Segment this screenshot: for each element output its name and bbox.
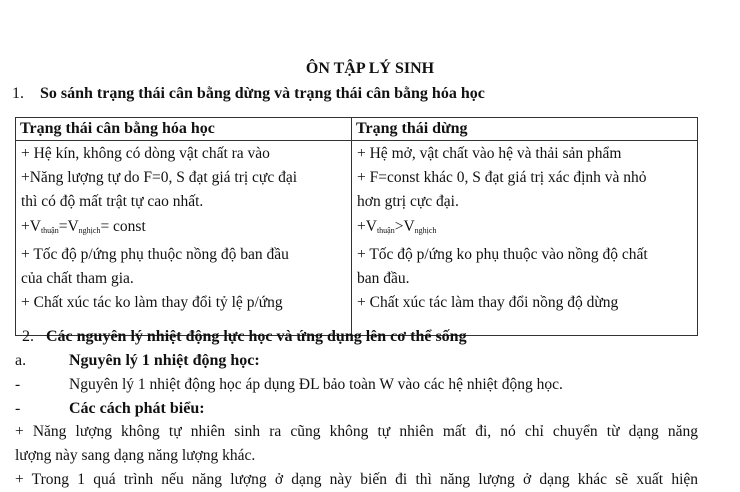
formula-part: +V	[21, 217, 41, 235]
formula-part: >V	[394, 217, 415, 235]
cell-line: + Hệ mở, vật chất vào hệ và thải sản phẩm	[357, 145, 622, 162]
section-1-title: So sánh trạng thái cân bằng dừng và trạng thái cân bằng hóa học	[40, 85, 485, 102]
formula-subscript: nghịch	[78, 225, 101, 235]
section-2-heading	[22, 328, 467, 346]
paragraph-line: + Năng lượng không tự nhiên sinh ra cũng không tự nhiên mất đi, nó chỉ chuyển từ dạng năng	[15, 423, 698, 440]
table-cell-steady-state	[352, 141, 698, 336]
bullet-text: Nguyên lý 1 nhiệt động học áp dụng ĐL bảo toàn W vào các hệ nhiệt động học.	[69, 376, 563, 393]
cell-line: hơn gtrị cực đại.	[357, 193, 459, 211]
subsection-a-marker: a.	[15, 352, 27, 369]
paragraph	[15, 420, 698, 492]
subsection-a-title: Nguyên lý 1 nhiệt động học:	[69, 352, 260, 369]
table-header-cell: Trạng thái dừng	[352, 118, 698, 141]
cell-line-formula	[21, 215, 347, 243]
table-cell-equilibrium	[16, 141, 352, 336]
section-1-heading	[12, 85, 485, 103]
cell-line: + F=const khác 0, S đạt giá trị xác định và nhỏ	[357, 169, 647, 187]
cell-line: ban đầu.	[357, 270, 410, 288]
bullet-text-bold: Các cách phát biểu:	[69, 400, 205, 417]
cell-line: + Chất xúc tác ko làm thay đổi tỷ lệ p/ứng	[21, 294, 283, 312]
cell-line: thì có độ mất trật tự cao nhất.	[21, 193, 204, 211]
formula-part: +V	[357, 217, 377, 235]
cell-line: + Tốc độ p/ứng ko phụ thuộc vào nồng độ chất	[357, 245, 648, 263]
bullet-item	[15, 376, 563, 394]
formula-part: = const	[100, 217, 146, 235]
section-2-number: 2.	[22, 328, 34, 345]
table-header-cell: Trạng thái cân bằng hóa học	[16, 118, 352, 141]
page-title: ÔN TẬP LÝ SINH	[305, 60, 435, 77]
table-header-row	[16, 118, 698, 141]
formula-subscript: thuận	[40, 225, 59, 235]
comparison-table	[15, 117, 698, 336]
subsection-a-heading	[15, 352, 260, 370]
paragraph-line: lượng này sang dạng năng lượng khác.	[15, 447, 256, 464]
paragraph-line: + Trong 1 quá trình nếu năng lượng ở dạng này biến đi thì năng lượng ở dạng khác sẽ xuất hiện	[15, 471, 698, 488]
cell-line: + Chất xúc tác làm thay đổi nồng độ dừng	[357, 294, 619, 312]
cell-line-formula	[357, 215, 693, 243]
cell-line: +Năng lượng tự do F=0, S đạt giá trị cực đại	[21, 169, 298, 187]
formula-subscript: nghịch	[414, 225, 437, 235]
cell-line: + Hệ kín, không có dòng vật chất ra vào	[21, 145, 270, 162]
cell-line: của chất tham gia.	[21, 270, 134, 288]
bullet-marker: -	[15, 376, 21, 393]
table-row	[16, 141, 698, 336]
formula-part: =V	[58, 217, 79, 235]
bullet-item	[15, 400, 205, 418]
bullet-marker: -	[15, 400, 21, 417]
section-1-number: 1.	[12, 85, 24, 102]
section-2-title: Các nguyên lý nhiệt động lực học và ứng dụng lên cơ thể sống	[46, 328, 467, 345]
formula-subscript: thuận	[376, 225, 395, 235]
cell-line: + Tốc độ p/ứng phụ thuộc nồng độ ban đầu	[21, 245, 289, 263]
